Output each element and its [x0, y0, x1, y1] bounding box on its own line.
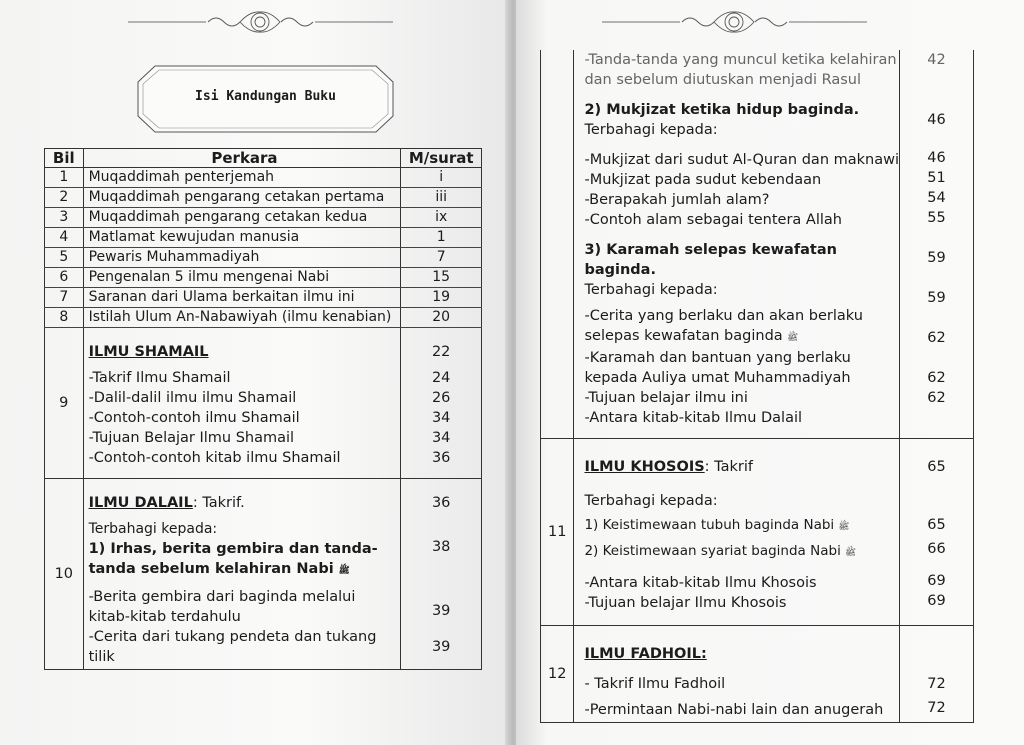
- section-content: [574, 50, 900, 439]
- list-item: -Tujuan belajar ilmu ini: [584, 390, 748, 406]
- column-header-perkara: Perkara: [83, 149, 401, 168]
- row-page: i: [401, 168, 482, 188]
- table-row: [45, 308, 482, 328]
- column-header-bil: Bil: [45, 149, 84, 168]
- row-perkara: Matlamat kewujudan manusia: [83, 228, 401, 248]
- subheading: Terbahagi kepada:: [584, 493, 718, 509]
- row-bil: 2: [45, 188, 84, 208]
- row-perkara: Istilah Ulum An-Nabawiyah (ilmu kenabian): [83, 308, 401, 328]
- subheading: Terbahagi kepada:: [584, 282, 718, 298]
- left-page: [0, 0, 510, 745]
- page-number: 39: [431, 603, 451, 619]
- row-bil: 7: [45, 288, 84, 308]
- contents-title: Isi Kandungan Buku: [195, 89, 336, 104]
- row-page: 15: [401, 268, 482, 288]
- section-pages: [401, 328, 482, 479]
- row-bil: 1: [45, 168, 84, 188]
- section-title: ILMU DALAIL: [88, 495, 193, 511]
- list-item: -Mukjizat pada sudut kebendaan: [584, 172, 822, 188]
- part-title: 2) Mukjizat ketika hidup baginda.: [584, 102, 860, 118]
- page-number: 51: [927, 170, 946, 186]
- page-number: 65: [927, 459, 946, 475]
- list-item: -Cerita dari tukang pendeta dan tukang tilik: [88, 629, 377, 665]
- list-item: [584, 541, 899, 563]
- list-item: -Karamah dan bantuan yang berlaku kepada Auliya umat Muhammadiyah: [584, 350, 851, 386]
- ornament-divider-right: [602, 10, 867, 34]
- row-bil-empty: [541, 50, 574, 439]
- page-number: 42: [927, 52, 946, 68]
- salawat-glyph-icon: ﷺ: [338, 566, 350, 576]
- page-number: 66: [927, 541, 946, 557]
- subheading: Terbahagi kepada:: [88, 521, 218, 537]
- page-number: 69: [927, 593, 946, 609]
- section-row-fadhoil: [541, 626, 974, 723]
- table-row: [45, 168, 482, 188]
- row-page: 19: [401, 288, 482, 308]
- page-number: 36: [431, 495, 451, 511]
- row-perkara: Pengenalan 5 ilmu mengenai Nabi: [83, 268, 401, 288]
- list-item: -Contoh-contoh ilmu Shamail: [88, 410, 300, 426]
- section-pages: [401, 479, 482, 670]
- list-item: -Antara kitab-kitab Ilmu Dalail: [584, 410, 803, 426]
- list-item: -Berapakah jumlah alam?: [584, 192, 770, 208]
- salawat-glyph-icon: ﷺ: [838, 522, 850, 532]
- section-content: [574, 626, 900, 723]
- page-number: 34: [431, 410, 451, 426]
- list-item: [584, 306, 899, 348]
- section-title: ILMU KHOSOIS: [584, 459, 705, 475]
- bold-item-text: 1) Irhas, berita gembira dan tanda-tanda sebelum kelahiran Nabi: [88, 541, 378, 577]
- section-content: [83, 328, 401, 479]
- part-title-line: [584, 240, 899, 280]
- row-bil: 12: [541, 626, 574, 723]
- row-perkara: Muqaddimah pengarang cetakan pertama: [83, 188, 401, 208]
- list-item: -Contoh alam sebagai tentera Allah: [584, 212, 842, 228]
- list-item: -Takrif Ilmu Shamail: [88, 370, 231, 386]
- row-bil: 9: [45, 328, 84, 479]
- list-item-text: -Cerita yang berlaku dan akan berlaku selepas kewafatan baginda: [584, 308, 863, 344]
- section-title-line: [584, 457, 899, 477]
- contents-table-left: [44, 148, 482, 670]
- list-item: -Tanda-tanda yang muncul ketika kelahiran dan sebelum diutuskan menjadi Rasul: [584, 52, 897, 88]
- page-number: 24: [431, 370, 451, 386]
- list-item: -Tujuan Belajar Ilmu Shamail: [88, 430, 295, 446]
- row-page: iii: [401, 188, 482, 208]
- row-bil: 5: [45, 248, 84, 268]
- section-content: [574, 439, 900, 626]
- page-number: 72: [927, 700, 946, 716]
- contents-title-frame: [133, 62, 398, 136]
- list-item: - Takrif Ilmu Fadhoil: [584, 676, 726, 692]
- row-page: ix: [401, 208, 482, 228]
- list-item: -Mukjizat dari sudut Al-Quran dan maknawi: [584, 152, 899, 168]
- column-header-page: M/surat: [401, 149, 482, 168]
- page-number: 59: [927, 250, 946, 266]
- section-row-dalail-cont: [541, 50, 974, 439]
- list-item: -Berita gembira dari baginda melalui kitab-kitab terdahulu: [88, 589, 356, 625]
- table-row: [45, 228, 482, 248]
- page-number: 46: [927, 150, 946, 166]
- page-number: 36: [431, 450, 451, 466]
- salawat-glyph-icon: ﷺ: [787, 333, 799, 343]
- row-perkara: Muqaddimah penterjemah: [83, 168, 401, 188]
- section-title: ILMU SHAMAIL: [88, 344, 209, 360]
- table-row: [45, 248, 482, 268]
- section-title: ILMU FADHOIL:: [584, 646, 707, 662]
- page-number: 26: [431, 390, 451, 406]
- list-item: -Contoh-contoh kitab ilmu Shamail: [88, 450, 341, 466]
- page-number: 39: [431, 639, 451, 655]
- section-row-dalail: [45, 479, 482, 670]
- row-bil: 11: [541, 439, 574, 626]
- page-number: 62: [927, 330, 946, 346]
- subheading: Terbahagi kepada:: [584, 122, 718, 138]
- ornament-divider-left: [128, 10, 393, 34]
- bold-item: [89, 539, 401, 581]
- row-perkara: Saranan dari Ulama berkaitan ilmu ini: [83, 288, 401, 308]
- page-number: 38: [431, 539, 451, 555]
- page-number: 46: [927, 112, 946, 128]
- row-perkara: Muqaddimah pengarang cetakan kedua: [83, 208, 401, 228]
- page-number: 22: [431, 344, 451, 360]
- row-bil: 3: [45, 208, 84, 228]
- section-pages: [900, 626, 974, 723]
- contents-table-right: [540, 50, 974, 723]
- row-bil: 10: [45, 479, 84, 670]
- list-item: [584, 515, 899, 537]
- page-number: 72: [927, 676, 946, 692]
- page-number: 69: [927, 573, 946, 589]
- part-title-line: [584, 100, 899, 120]
- page-number: 34: [431, 430, 451, 446]
- row-page: 7: [401, 248, 482, 268]
- table-row: [45, 188, 482, 208]
- list-item: -Permintaan Nabi-nabi lain dan anugerah: [584, 702, 884, 718]
- table-row: [45, 288, 482, 308]
- list-item: -Antara kitab-kitab Ilmu Khosois: [584, 575, 817, 591]
- page-number: 55: [927, 210, 946, 226]
- row-page: 20: [401, 308, 482, 328]
- list-item-text: 1) Keistimewaan tubuh baginda Nabi: [584, 517, 835, 533]
- section-row-shamail: [45, 328, 482, 479]
- table-header-row: [45, 149, 482, 168]
- page-number: 65: [927, 517, 946, 533]
- section-title-line: [89, 493, 401, 513]
- salawat-glyph-icon: ﷺ: [845, 548, 856, 558]
- row-perkara: Pewaris Muhammadiyah: [83, 248, 401, 268]
- page-number: 62: [927, 370, 946, 386]
- page-number: 54: [927, 190, 946, 206]
- page-number: 59: [927, 290, 946, 306]
- page-number: 62: [927, 390, 946, 406]
- section-title-suffix: : Takrif.: [192, 495, 245, 511]
- section-pages: [900, 50, 974, 439]
- table-row: [45, 208, 482, 228]
- table-row: [45, 268, 482, 288]
- list-item: -Tujuan belajar Ilmu Khosois: [584, 595, 787, 611]
- row-bil: 6: [45, 268, 84, 288]
- row-bil: 4: [45, 228, 84, 248]
- row-bil: 8: [45, 308, 84, 328]
- row-page: 1: [401, 228, 482, 248]
- section-title-suffix: : Takrif: [704, 459, 754, 475]
- part-title: 3) Karamah selepas kewafatan baginda.: [584, 242, 837, 278]
- section-row-khosois: [541, 439, 974, 626]
- list-item: -Dalil-dalil ilmu ilmu Shamail: [88, 390, 297, 406]
- section-pages: [900, 439, 974, 626]
- list-item-text: 2) Keistimewaan syariat baginda Nabi: [584, 543, 841, 559]
- section-content: [83, 479, 401, 670]
